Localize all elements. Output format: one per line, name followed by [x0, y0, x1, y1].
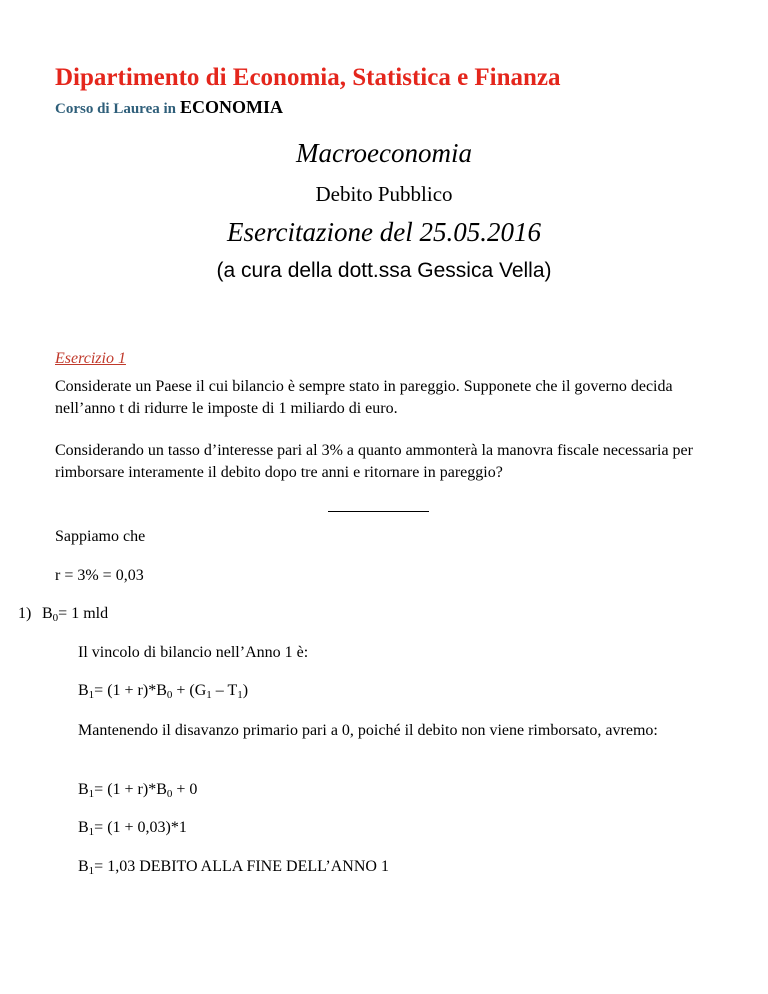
exercise-heading: Esercizio 1	[55, 350, 126, 367]
exercise-paragraph-2: Considerando un tasso d’interesse pari al 3% a quanto ammonterà la manovra fiscale necessaria per rimborsare interamente il debito dopo tre anni e ritornare in pareggio?	[55, 442, 693, 481]
topic-title: Debito Pubblico	[315, 182, 453, 206]
course-line	[55, 97, 283, 118]
department-title: Dipartimento di Economia, Statistica e Finanza	[55, 64, 561, 91]
formula-primary-zero: $B_1= (1 + r)*B_0 + 0$	[78, 781, 198, 800]
exercise-paragraph-1: Considerate un Paese il cui bilancio è sempre stato in pareggio. Supponete che il governo decida nell’anno t di ridurre le imposte di 1 miliardo di euro.	[55, 378, 673, 417]
separator-line	[328, 511, 429, 512]
explanation-text: Mantenendo il disavanzo primario pari a 0, poiché il debito non viene rimborsato, avremo:	[78, 722, 658, 739]
subject-title: Macroeconomia	[296, 138, 472, 168]
course-name: ECONOMIA	[180, 97, 283, 117]
author-line: (a cura della dott.ssa Gessica Vella)	[216, 259, 552, 282]
interest-rate-line: r = 3% = 0,03	[55, 567, 144, 584]
formula-substitution: $B_1= (1 + 0,03)*1$	[78, 819, 187, 838]
budget-constraint-label: Il vincolo di bilancio nell’Anno 1 è:	[78, 644, 309, 661]
budget-constraint-formula: $B_1= (1 + r)*B_0 + (G_1 - T_1)$	[78, 682, 249, 701]
initial-debt-line: $B_0= 1$ mld	[42, 605, 109, 624]
step-number: 1)	[18, 605, 32, 622]
session-title: Esercitazione del 25.05.2016	[227, 217, 541, 247]
course-prefix: Corso di Laurea in	[55, 101, 176, 117]
formula-result: $B_1= 1,03$ DEBITO ALLA FINE DELL’ANNO 1	[78, 858, 389, 877]
solution-intro: Sappiamo che	[55, 528, 146, 545]
